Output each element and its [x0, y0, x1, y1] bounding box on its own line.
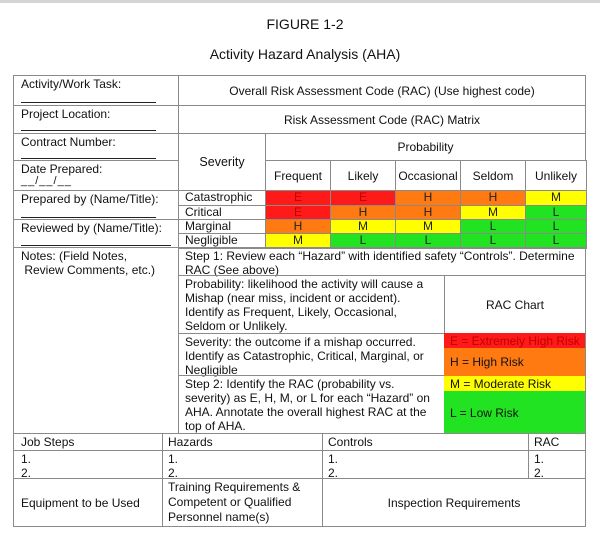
hazards-cell[interactable] [162, 450, 323, 479]
rac-cell-m: M [460, 205, 526, 220]
rac-cell-h: H [395, 205, 461, 220]
matrix-title [178, 105, 586, 134]
rac-chart-title-text: RAC Chart [485, 297, 544, 312]
step2-instruction: Step 2: Identify the RAC (probability vs. severity) as E, H, M, or L for each “Hazard” on AHA. Annotate the overall highest RAC at the top of AHA. [178, 375, 445, 434]
prepared-by-underline [21, 217, 156, 218]
hazard-2: 2. [168, 466, 179, 480]
rac-cell-l: L [525, 219, 587, 234]
legend-low [444, 391, 585, 434]
severity-negligible: Negligible [178, 233, 266, 249]
probability-occasional [395, 160, 461, 191]
contract-number-field[interactable] [13, 133, 179, 161]
contract-number-label: Contract Number: [21, 135, 116, 149]
training-label: Training Requirements & Competent or Qualified Personnel name(s) [168, 480, 301, 524]
hazard-1: 1. [168, 452, 179, 466]
prepared-by-label: Prepared by (Name/Title): [21, 192, 159, 206]
probability-label: Likely [347, 168, 379, 183]
legend-high [444, 348, 585, 376]
inspection-cell[interactable] [322, 478, 586, 527]
prepared-by-field[interactable] [13, 190, 179, 220]
activity-field[interactable] [13, 75, 179, 106]
rac-header: RAC [528, 433, 586, 451]
top-border [0, 0, 600, 3]
legend-h-text: H = High Risk [450, 355, 524, 369]
figure-label: FIGURE 1-2 [266, 16, 344, 32]
rac-cell-l: L [395, 233, 461, 249]
probability-likely [330, 160, 396, 191]
control-2: 2. [328, 466, 339, 480]
rac-cell-l: L [525, 233, 587, 249]
rac-cell[interactable] [528, 450, 586, 479]
severity-header [178, 133, 266, 191]
job-step-1: 1. [21, 452, 32, 466]
activity-label: Activity/Work Task: [21, 77, 122, 91]
project-location-underline [21, 130, 156, 131]
inspection-label: Inspection Requirements [387, 495, 521, 510]
severity-header-text: Severity [199, 155, 245, 169]
rac-2: 2. [534, 466, 545, 480]
rac-cell-m: M [330, 219, 396, 234]
probability-label: Unlikely [534, 168, 577, 183]
rac-cell-h: H [265, 219, 331, 234]
probability-frequent [265, 160, 331, 191]
form-title: Activity Hazard Analysis (AHA) [209, 46, 401, 62]
rac-cell-m: M [395, 219, 461, 234]
notes-label: Notes: (Field Notes, [21, 249, 128, 263]
training-cell[interactable] [162, 478, 323, 527]
rac-cell-h: H [330, 205, 396, 220]
date-prepared-label: Date Prepared: [21, 162, 103, 176]
severity-catastrophic: Catastrophic [178, 190, 266, 206]
overall-rac-field[interactable] [178, 75, 586, 106]
controls-header: Controls [322, 433, 529, 451]
notes-label-line2: Review Comments, etc.) [21, 263, 156, 277]
rac-cell-m: M [525, 190, 587, 206]
controls-cell[interactable] [322, 450, 529, 479]
rac-cell-m: M [265, 233, 331, 249]
probability-unlikely [525, 160, 587, 191]
job-step-2: 2. [21, 466, 32, 480]
severity-marginal: Marginal [178, 219, 266, 234]
severity-critical: Critical [178, 205, 266, 220]
rac-cell-e: E [265, 205, 331, 220]
job-steps-cell[interactable] [13, 450, 163, 479]
notes-field[interactable] [13, 247, 179, 434]
rac-cell-l: L [460, 219, 526, 234]
project-location-field[interactable] [13, 105, 179, 134]
reviewed-by-label: Reviewed by (Name/Title): [21, 221, 162, 235]
overall-rac-label: Overall Risk Assessment Code (RAC) (Use highest code) [229, 83, 535, 98]
matrix-title-text: Risk Assessment Code (RAC) Matrix [283, 112, 481, 127]
equipment-label: Equipment to be Used [21, 495, 140, 510]
legend-moderate [444, 376, 585, 391]
reviewed-by-field[interactable] [13, 219, 179, 248]
hazards-header: Hazards [162, 433, 323, 451]
project-location-label: Project Location: [21, 107, 111, 121]
rac-cell-l: L [460, 233, 526, 249]
contract-number-underline [21, 158, 156, 159]
probability-label: Seldom [472, 168, 514, 183]
legend-extremely-high [444, 333, 585, 348]
probability-header-text: Probability [397, 140, 454, 154]
probability-header [265, 133, 586, 161]
rac-cell-h: H [460, 190, 526, 206]
rac-legend [444, 333, 586, 434]
rac-cell-l: L [330, 233, 396, 249]
legend-l-text: L = Low Risk [450, 405, 519, 420]
activity-underline [21, 102, 156, 103]
probability-label: Occasional [398, 168, 458, 183]
step1-instruction: Step 1: Review each “Hazard” with identified safety “Controls”. Determine RAC (See above) [178, 247, 586, 276]
equipment-cell[interactable] [13, 478, 163, 527]
control-1: 1. [328, 452, 339, 466]
job-steps-header: Job Steps [13, 433, 163, 451]
rac-cell-l: L [525, 205, 587, 220]
probability-seldom [460, 160, 526, 191]
reviewed-by-underline [21, 245, 171, 246]
rac-chart-title [444, 275, 586, 334]
legend-e-text: E = Extremely High Risk [450, 333, 580, 348]
legend-m-text: M = Moderate Risk [450, 376, 552, 391]
probability-label: Frequent [273, 168, 323, 183]
probability-instruction: Probability: likelihood the activity will cause a Mishap (near miss, incident or accident). Identify as Frequent, Likely, Occasional, Seldom or Unlikely. [178, 275, 445, 334]
rac-1: 1. [534, 452, 545, 466]
date-prepared-field[interactable] [13, 160, 179, 191]
date-placeholder: __/__/__ [21, 175, 72, 187]
rac-cell-e: E [265, 190, 331, 206]
severity-instruction: Severity: the outcome if a mishap occurred. Identify as Catastrophic, Critical, Marginal, or Negligible [178, 333, 445, 376]
rac-cell-e: E [330, 190, 396, 206]
rac-cell-h: H [395, 190, 461, 206]
